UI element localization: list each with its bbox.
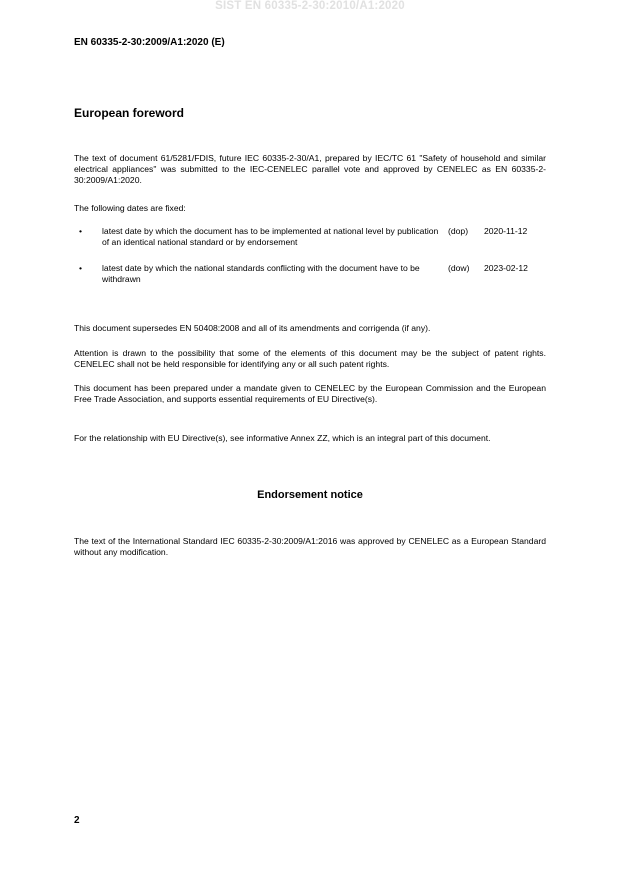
date-item-text: latest date by which the national standards conflicting with the document have to be withdrawn	[102, 263, 420, 284]
attention-paragraph: Attention is drawn to the possibility that some of the elements of this document may be the subject of patent rights. CENELEC shall not be held responsible for identifying any or all such patent rights.	[74, 348, 546, 369]
mandate-paragraph: This document has been prepared under a mandate given to CENELEC by the European Commission and the European Free Trade Association, and supports essential requirements of EU Directive(s).	[74, 383, 546, 404]
endorsement-text: The text of the International Standard IEC 60335-2-30:2009/A1:2016 was approved by CENELEC as a European Standard without any modification.	[74, 536, 546, 557]
bullet: •	[79, 263, 83, 273]
foreword-heading: European foreword	[74, 106, 185, 120]
watermark: SIST EN 60335-2-30:2010/A1:2020	[215, 0, 405, 12]
bullet: •	[79, 226, 83, 236]
date-item-text: latest date by which the document has to be implemented at national level by publication of an identical national standard or by endorsement	[102, 226, 439, 247]
date-item-code: (dop)	[448, 226, 469, 236]
endorsement-heading: Endorsement notice	[257, 489, 363, 501]
document-identifier: EN 60335-2-30:2009/A1:2020 (E)	[74, 37, 225, 48]
relationship-paragraph: For the relationship with EU Directive(s), see informative Annex ZZ, which is an integral part of this document.	[74, 433, 491, 443]
supersedes-paragraph: This document supersedes EN 50408:2008 and all of its amendments and corrigenda (if any).	[74, 323, 431, 333]
date-item-code: (dow)	[448, 263, 470, 273]
foreword-paragraph: The text of document 61/5281/FDIS, future IEC 60335-2-30/A1, prepared by IEC/TC 61 "Safety of household and similar electrical appliances" was submitted to the IEC-CENELEC parallel vote and approved by CENELEC as EN 60335-2-30:2009/A1:2020.	[74, 153, 546, 185]
date-item-date: 2023-02-12	[484, 263, 528, 273]
date-item-date: 2020-11-12	[484, 226, 528, 236]
page-number: 2	[74, 815, 80, 826]
dates-intro: The following dates are fixed:	[74, 203, 186, 213]
